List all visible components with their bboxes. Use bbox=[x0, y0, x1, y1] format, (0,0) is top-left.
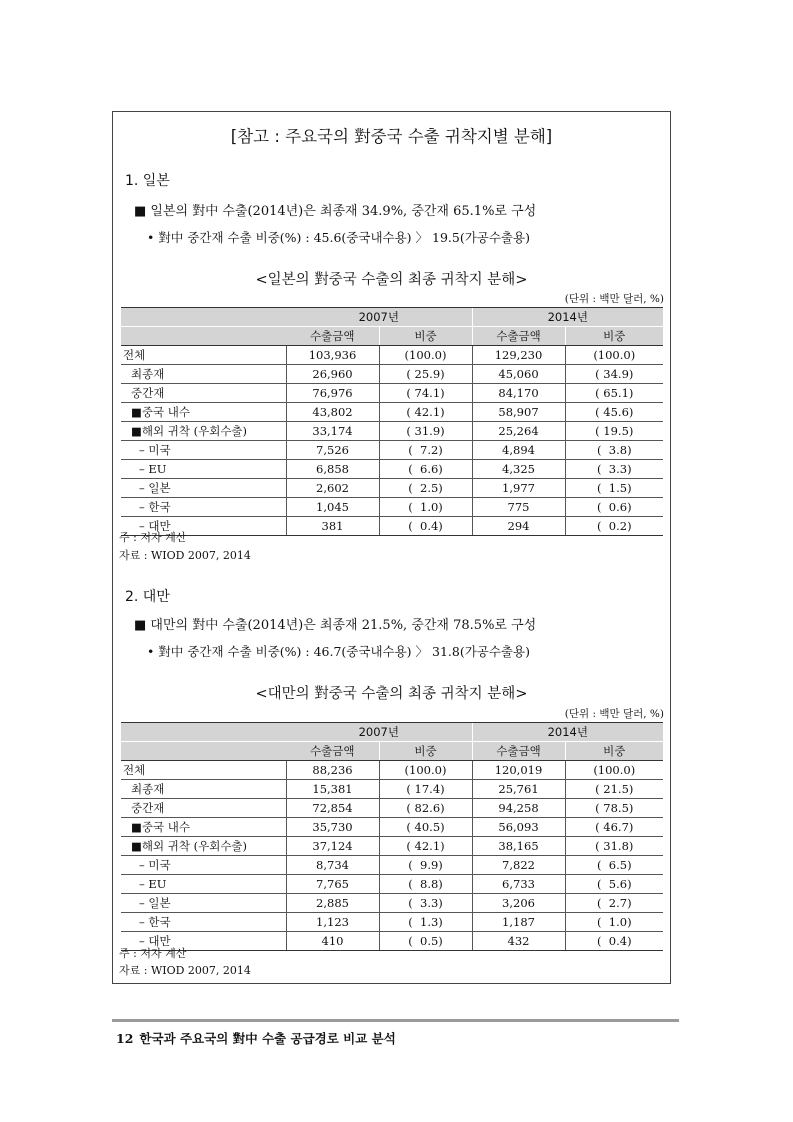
row-label: 최종재 bbox=[121, 365, 286, 384]
page-number: 12 bbox=[116, 1031, 134, 1046]
share-cell: ( 6.5) bbox=[565, 856, 663, 875]
row-label: – EU bbox=[121, 875, 286, 894]
source-japan: 자료 : WIOD 2007, 2014 bbox=[119, 549, 251, 562]
share-cell: ( 0.6) bbox=[565, 498, 663, 517]
row-label: 전체 bbox=[121, 761, 286, 780]
page-footer bbox=[116, 1029, 396, 1047]
export-amount-cell: 72,854 bbox=[286, 799, 379, 818]
table-row bbox=[121, 460, 663, 479]
share-cell: ( 31.9) bbox=[379, 422, 472, 441]
table-body-taiwan bbox=[121, 761, 663, 951]
header-year-2014: 2014년 bbox=[472, 723, 663, 742]
export-amount-cell: 294 bbox=[472, 517, 565, 536]
share-cell: ( 19.5) bbox=[565, 422, 663, 441]
share-cell: (100.0) bbox=[565, 346, 663, 365]
export-amount-cell: 4,325 bbox=[472, 460, 565, 479]
export-amount-cell: 7,822 bbox=[472, 856, 565, 875]
share-cell: ( 21.5) bbox=[565, 780, 663, 799]
header-col: 비중 bbox=[565, 327, 663, 346]
table-row bbox=[121, 498, 663, 517]
export-amount-cell: 432 bbox=[472, 932, 565, 951]
header-blank bbox=[121, 723, 286, 742]
table-row bbox=[121, 894, 663, 913]
row-label: 중간재 bbox=[121, 799, 286, 818]
export-amount-cell: 56,093 bbox=[472, 818, 565, 837]
share-cell: ( 1.0) bbox=[379, 498, 472, 517]
export-amount-cell: 84,170 bbox=[472, 384, 565, 403]
header-col: 수출금액 bbox=[472, 327, 565, 346]
export-amount-cell: 103,936 bbox=[286, 346, 379, 365]
table-row bbox=[121, 856, 663, 875]
export-amount-cell: 7,765 bbox=[286, 875, 379, 894]
row-label: – 한국 bbox=[121, 498, 286, 517]
export-amount-cell: 45,060 bbox=[472, 365, 565, 384]
bullet-taiwan: ■ 대만의 對中 수출(2014년)은 최종재 21.5%, 중간재 78.5%로 구성 bbox=[134, 618, 537, 633]
header-blank bbox=[121, 327, 286, 346]
export-amount-cell: 33,174 bbox=[286, 422, 379, 441]
header-blank bbox=[121, 308, 286, 327]
export-amount-cell: 7,526 bbox=[286, 441, 379, 460]
box-title: [참고 : 주요국의 對중국 수출 귀착지별 분해] bbox=[230, 127, 553, 146]
export-amount-cell: 43,802 bbox=[286, 403, 379, 422]
row-label: – 대만 bbox=[121, 517, 286, 536]
reference-box bbox=[112, 111, 671, 984]
header-year-2014: 2014년 bbox=[472, 308, 663, 327]
export-amount-cell: 3,206 bbox=[472, 894, 565, 913]
bullet-japan: ■ 일본의 對中 수출(2014년)은 최종재 34.9%, 중간재 65.1%로 구성 bbox=[134, 204, 537, 219]
export-amount-cell: 410 bbox=[286, 932, 379, 951]
export-amount-cell: 4,894 bbox=[472, 441, 565, 460]
export-amount-cell: 94,258 bbox=[472, 799, 565, 818]
table-row bbox=[121, 875, 663, 894]
share-cell: (100.0) bbox=[565, 761, 663, 780]
row-label: ■중국 내수 bbox=[121, 403, 286, 422]
share-cell: ( 34.9) bbox=[565, 365, 663, 384]
header-col: 비중 bbox=[565, 742, 663, 761]
section-heading-taiwan: 2. 대만 bbox=[125, 589, 170, 605]
table-row bbox=[121, 780, 663, 799]
share-cell: ( 31.8) bbox=[565, 837, 663, 856]
table-taiwan bbox=[121, 722, 663, 951]
row-label: – 일본 bbox=[121, 894, 286, 913]
row-label: – 미국 bbox=[121, 856, 286, 875]
header-col: 비중 bbox=[379, 742, 472, 761]
share-cell: ( 0.5) bbox=[379, 932, 472, 951]
table-row bbox=[121, 384, 663, 403]
section-heading-japan: 1. 일본 bbox=[125, 173, 170, 189]
share-cell: ( 1.3) bbox=[379, 913, 472, 932]
export-amount-cell: 88,236 bbox=[286, 761, 379, 780]
share-cell: ( 7.2) bbox=[379, 441, 472, 460]
share-cell: ( 5.6) bbox=[565, 875, 663, 894]
share-cell: ( 17.4) bbox=[379, 780, 472, 799]
source-taiwan: 자료 : WIOD 2007, 2014 bbox=[119, 964, 251, 977]
sub-bullet-japan: • 對中 중간재 수출 비중(%) : 45.6(중국내수용) 〉 19.5(가공수출용) bbox=[147, 230, 530, 245]
share-cell: ( 3.8) bbox=[565, 441, 663, 460]
export-amount-cell: 1,045 bbox=[286, 498, 379, 517]
export-amount-cell: 76,976 bbox=[286, 384, 379, 403]
row-label: 최종재 bbox=[121, 780, 286, 799]
footer-title: 한국과 주요국의 對中 수출 공급경로 비교 분석 bbox=[139, 1031, 396, 1046]
table-row bbox=[121, 799, 663, 818]
export-amount-cell: 6,858 bbox=[286, 460, 379, 479]
share-cell: ( 2.7) bbox=[565, 894, 663, 913]
export-amount-cell: 25,761 bbox=[472, 780, 565, 799]
row-label: – EU bbox=[121, 460, 286, 479]
export-amount-cell: 120,019 bbox=[472, 761, 565, 780]
share-cell: ( 0.2) bbox=[565, 517, 663, 536]
table-row bbox=[121, 517, 663, 536]
note-taiwan: 주 : 저자 계산 bbox=[119, 947, 187, 960]
share-cell: ( 1.5) bbox=[565, 479, 663, 498]
table-japan bbox=[121, 307, 663, 536]
export-amount-cell: 2,885 bbox=[286, 894, 379, 913]
row-label: ■해외 귀착 (우회수출) bbox=[121, 422, 286, 441]
share-cell: ( 3.3) bbox=[565, 460, 663, 479]
export-amount-cell: 58,907 bbox=[472, 403, 565, 422]
share-cell: ( 78.5) bbox=[565, 799, 663, 818]
table-row bbox=[121, 913, 663, 932]
share-cell: ( 3.3) bbox=[379, 894, 472, 913]
export-amount-cell: 15,381 bbox=[286, 780, 379, 799]
share-cell: ( 45.6) bbox=[565, 403, 663, 422]
table-row bbox=[121, 441, 663, 460]
table-row bbox=[121, 403, 663, 422]
header-col: 수출금액 bbox=[286, 327, 379, 346]
share-cell: ( 25.9) bbox=[379, 365, 472, 384]
row-label: 중간재 bbox=[121, 384, 286, 403]
export-amount-cell: 2,602 bbox=[286, 479, 379, 498]
row-label: ■중국 내수 bbox=[121, 818, 286, 837]
table-title-japan: <일본의 對중국 수출의 최종 귀착지 분해> bbox=[255, 272, 528, 288]
share-cell: (100.0) bbox=[379, 761, 472, 780]
export-amount-cell: 37,124 bbox=[286, 837, 379, 856]
table-row bbox=[121, 932, 663, 951]
export-amount-cell: 381 bbox=[286, 517, 379, 536]
share-cell: (100.0) bbox=[379, 346, 472, 365]
export-amount-cell: 129,230 bbox=[472, 346, 565, 365]
share-cell: ( 42.1) bbox=[379, 403, 472, 422]
export-amount-cell: 775 bbox=[472, 498, 565, 517]
export-amount-cell: 35,730 bbox=[286, 818, 379, 837]
sub-bullet-taiwan: • 對中 중간재 수출 비중(%) : 46.7(중국내수용) 〉 31.8(가공수출용) bbox=[147, 644, 530, 659]
header-blank bbox=[121, 742, 286, 761]
unit-label-taiwan: (단위 : 백만 달러, %) bbox=[564, 708, 664, 720]
note-japan: 주 : 저자 계산 bbox=[119, 531, 187, 544]
table-body-japan bbox=[121, 346, 663, 536]
export-amount-cell: 8,734 bbox=[286, 856, 379, 875]
table-row bbox=[121, 761, 663, 780]
table-row bbox=[121, 818, 663, 837]
table-row bbox=[121, 837, 663, 856]
share-cell: ( 9.9) bbox=[379, 856, 472, 875]
header-col: 비중 bbox=[379, 327, 472, 346]
share-cell: ( 0.4) bbox=[565, 932, 663, 951]
header-year-2007: 2007년 bbox=[286, 308, 472, 327]
header-col: 수출금액 bbox=[472, 742, 565, 761]
unit-label-japan: (단위 : 백만 달러, %) bbox=[564, 293, 664, 305]
export-amount-cell: 26,960 bbox=[286, 365, 379, 384]
header-year-2007: 2007년 bbox=[286, 723, 472, 742]
table-row bbox=[121, 479, 663, 498]
share-cell: ( 65.1) bbox=[565, 384, 663, 403]
footer-rule bbox=[112, 1019, 679, 1022]
share-cell: ( 82.6) bbox=[379, 799, 472, 818]
row-label: ■해외 귀착 (우회수출) bbox=[121, 837, 286, 856]
share-cell: ( 74.1) bbox=[379, 384, 472, 403]
share-cell: ( 1.0) bbox=[565, 913, 663, 932]
table-row bbox=[121, 365, 663, 384]
export-amount-cell: 1,977 bbox=[472, 479, 565, 498]
row-label: – 미국 bbox=[121, 441, 286, 460]
export-amount-cell: 38,165 bbox=[472, 837, 565, 856]
table-title-taiwan: <대만의 對중국 수출의 최종 귀착지 분해> bbox=[255, 686, 528, 702]
row-label: – 한국 bbox=[121, 913, 286, 932]
export-amount-cell: 1,187 bbox=[472, 913, 565, 932]
table-row bbox=[121, 346, 663, 365]
share-cell: ( 42.1) bbox=[379, 837, 472, 856]
row-label: – 대만 bbox=[121, 932, 286, 951]
share-cell: ( 0.4) bbox=[379, 517, 472, 536]
export-amount-cell: 25,264 bbox=[472, 422, 565, 441]
header-col: 수출금액 bbox=[286, 742, 379, 761]
export-amount-cell: 1,123 bbox=[286, 913, 379, 932]
table-row bbox=[121, 422, 663, 441]
share-cell: ( 46.7) bbox=[565, 818, 663, 837]
row-label: – 일본 bbox=[121, 479, 286, 498]
share-cell: ( 6.6) bbox=[379, 460, 472, 479]
share-cell: ( 2.5) bbox=[379, 479, 472, 498]
export-amount-cell: 6,733 bbox=[472, 875, 565, 894]
row-label: 전체 bbox=[121, 346, 286, 365]
share-cell: ( 40.5) bbox=[379, 818, 472, 837]
share-cell: ( 8.8) bbox=[379, 875, 472, 894]
